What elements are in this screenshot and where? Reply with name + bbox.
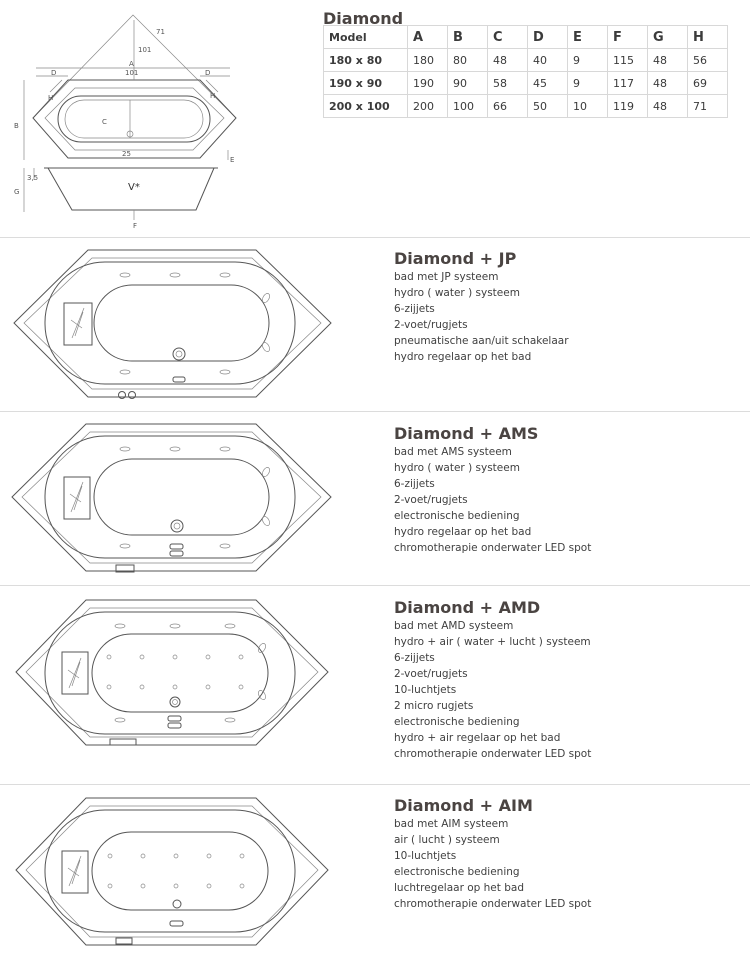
cell-model: 180 x 80 <box>324 49 408 72</box>
cell: 56 <box>688 49 728 72</box>
cell: 119 <box>608 95 648 118</box>
table-row <box>324 49 728 72</box>
table-row <box>324 72 728 95</box>
col-d: D <box>528 26 568 49</box>
dim-101-vertical: 101 <box>138 46 152 54</box>
list-item: 6-zijjets <box>394 478 435 490</box>
list-item: hydro + air regelaar op het bad <box>394 732 561 744</box>
table-row <box>324 95 728 118</box>
cell: 71 <box>688 95 728 118</box>
cell: 90 <box>448 72 488 95</box>
cell: 100 <box>448 95 488 118</box>
list-item: air ( lucht ) systeem <box>394 834 500 846</box>
cell-model: 190 x 90 <box>324 72 408 95</box>
divider <box>0 784 750 785</box>
cell: 80 <box>448 49 488 72</box>
cell: 9 <box>568 49 608 72</box>
cell: 115 <box>608 49 648 72</box>
cell: 48 <box>648 95 688 118</box>
list-item: chromotherapie onderwater LED spot <box>394 748 592 760</box>
col-model: Model <box>324 26 408 49</box>
list-item: electronische bediening <box>394 866 520 878</box>
cell-model: 200 x 100 <box>324 95 408 118</box>
dim-h-right: H <box>210 92 216 100</box>
divider <box>0 411 750 412</box>
technical-drawing <box>0 0 260 230</box>
cell: 50 <box>528 95 568 118</box>
list-item: bad met AMS systeem <box>394 446 512 458</box>
bathtub-jp-drawing <box>0 240 340 410</box>
list-item: 2-voet/rugjets <box>394 319 468 331</box>
col-f: F <box>608 26 648 49</box>
list-item: hydro regelaar op het bad <box>394 351 532 363</box>
col-e: E <box>568 26 608 49</box>
bathtub-aim-drawing <box>0 788 340 958</box>
feature-list <box>394 618 591 762</box>
product-title: Diamond + JP <box>394 249 517 268</box>
spec-table <box>323 25 728 118</box>
list-item: hydro ( water ) systeem <box>394 462 520 474</box>
list-item: 6-zijjets <box>394 652 435 664</box>
list-item: bad met AMD systeem <box>394 620 514 632</box>
dim-d-right: D <box>205 69 211 77</box>
feature-list <box>394 816 591 912</box>
spec-title: Diamond <box>323 9 404 28</box>
list-item: hydro regelaar op het bad <box>394 526 532 538</box>
dim-b: B <box>14 122 19 130</box>
list-item: 10-luchtjets <box>394 850 457 862</box>
product-title: Diamond + AMS <box>394 424 539 443</box>
cell: 200 <box>408 95 448 118</box>
list-item: 10-luchtjets <box>394 684 457 696</box>
bathtub-amd-drawing <box>0 590 340 760</box>
col-h: H <box>688 26 728 49</box>
list-item: electronische bediening <box>394 510 520 522</box>
dim-g: G <box>14 188 20 196</box>
list-item: bad met JP systeem <box>394 271 499 283</box>
list-item: hydro + air ( water + lucht ) systeem <box>394 636 591 648</box>
dim-d-left: D <box>51 69 57 77</box>
product-title: Diamond + AMD <box>394 598 541 617</box>
feature-list <box>394 444 591 556</box>
cell: 180 <box>408 49 448 72</box>
divider <box>0 237 750 238</box>
cell: 48 <box>648 72 688 95</box>
spec-header-row <box>324 26 728 49</box>
cell: 69 <box>688 72 728 95</box>
col-c: C <box>488 26 528 49</box>
cell: 9 <box>568 72 608 95</box>
cell: 66 <box>488 95 528 118</box>
list-item: 2-voet/rugjets <box>394 668 468 680</box>
dim-a: A <box>129 60 134 68</box>
cell: 10 <box>568 95 608 118</box>
dim-h-left: H <box>48 94 54 102</box>
cell: 40 <box>528 49 568 72</box>
bathtub-ams-drawing <box>0 414 340 584</box>
divider <box>0 585 750 586</box>
list-item: 2 micro rugjets <box>394 700 474 712</box>
cell: 48 <box>648 49 688 72</box>
dim-e: E <box>230 156 235 164</box>
list-item: electronische bediening <box>394 716 520 728</box>
list-item: pneumatische aan/uit schakelaar <box>394 335 569 347</box>
list-item: chromotherapie onderwater LED spot <box>394 542 592 554</box>
dim-v: V* <box>128 182 140 193</box>
dim-3-5: 3,5 <box>27 174 39 182</box>
col-a: A <box>408 26 448 49</box>
cell: 58 <box>488 72 528 95</box>
dim-a-value: 101 <box>125 69 139 77</box>
list-item: hydro ( water ) systeem <box>394 287 520 299</box>
feature-list <box>394 269 569 365</box>
list-item: 6-zijjets <box>394 303 435 315</box>
cell: 117 <box>608 72 648 95</box>
cell: 45 <box>528 72 568 95</box>
col-b: B <box>448 26 488 49</box>
dim-f: F <box>133 222 138 230</box>
list-item: bad met AIM systeem <box>394 818 509 830</box>
list-item: 2-voet/rugjets <box>394 494 468 506</box>
col-g: G <box>648 26 688 49</box>
dim-25: 25 <box>122 150 131 158</box>
cell: 48 <box>488 49 528 72</box>
dim-c: C <box>102 118 107 126</box>
list-item: luchtregelaar op het bad <box>394 882 524 894</box>
list-item: chromotherapie onderwater LED spot <box>394 898 592 910</box>
cell: 190 <box>408 72 448 95</box>
product-title: Diamond + AIM <box>394 796 533 815</box>
dim-71: 71 <box>156 28 165 36</box>
